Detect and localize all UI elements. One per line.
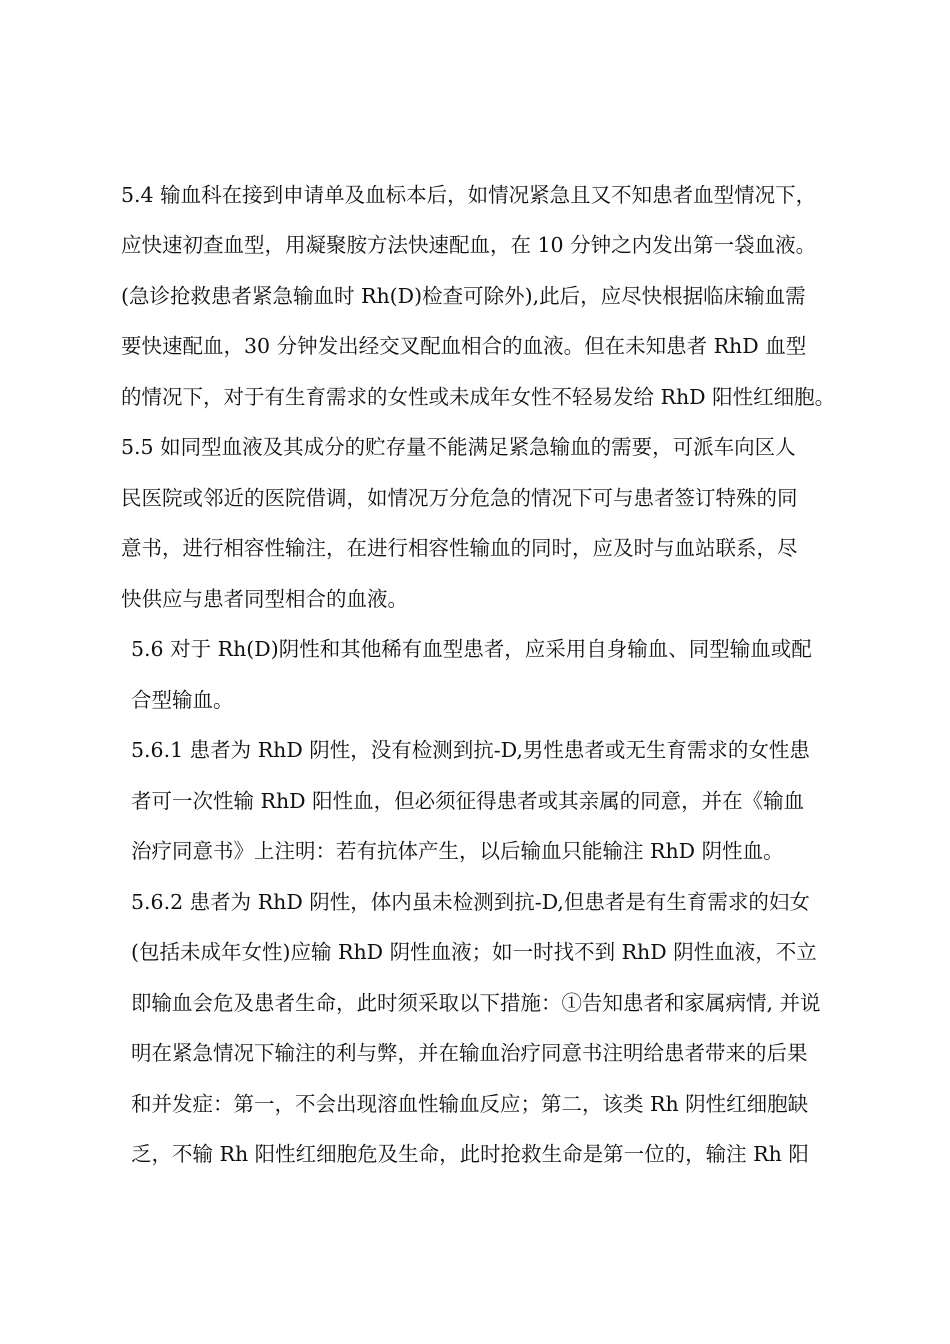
text-line: 合型输血。	[131, 688, 234, 712]
text-line: 快供应与患者同型相合的血液。	[121, 587, 408, 611]
text-line: (急诊抢救患者紧急输血时 Rh(D)检查可除外),此后，应尽快根据临床输血需	[121, 284, 806, 308]
text-line: 乏，不输 Rh 阳性红细胞危及生命，此时抢救生命是第一位的，输注 Rh 阳	[131, 1142, 809, 1166]
text-line: 和并发症：第一，不会出现溶血性输血反应；第二，该类 Rh 阴性红细胞缺	[131, 1092, 809, 1116]
text-line: 应快速初查血型，用凝聚胺方法快速配血，在 10 分钟之内发出第一袋血液。	[121, 233, 817, 257]
text-line: 5.5 如同型血液及其成分的贮存量不能满足紧急输血的需要，可派车向区人	[121, 435, 796, 459]
text-line: 要快速配血，30 分钟发出经交叉配血相合的血液。但在未知患者 RhD 血型	[121, 334, 807, 358]
text-line: 者可一次性输 RhD 阳性血，但必须征得患者或其亲属的同意，并在《输血	[131, 789, 805, 813]
text-line: 5.6.1 患者为 RhD 阴性，没有检测到抗-D,男性患者或无生育需求的女性患	[131, 738, 810, 762]
text-line: 意书，进行相容性输注，在进行相容性输血的同时，应及时与血站联系，尽	[121, 536, 798, 560]
text-line: 民医院或邻近的医院借调，如情况万分危急的情况下可与患者签订特殊的同	[121, 486, 798, 510]
text-line: 明在紧急情况下输注的利与弊，并在输血治疗同意书注明给患者带来的后果	[131, 1041, 808, 1065]
text-line: 治疗同意书》上注明：若有抗体产生，以后输血只能输注 RhD 阴性血。	[131, 839, 784, 863]
text-line: (包括未成年女性)应输 RhD 阴性血液；如一时找不到 RhD 阴性血液，不立	[131, 940, 817, 964]
text-line: 即输血会危及患者生命，此时须采取以下措施：①告知患者和家属病情, 并说	[131, 991, 821, 1015]
text-line: 的情况下，对于有生育需求的女性或未成年女性不轻易发给 RhD 阳性红细胞。	[121, 385, 836, 409]
text-line: 5.6 对于 Rh(D)阴性和其他稀有血型患者，应采用自身输血、同型输血或配	[131, 637, 812, 661]
text-line: 5.6.2 患者为 RhD 阴性，体内虽未检测到抗-D,但患者是有生育需求的妇女	[131, 890, 810, 914]
text-line: 5.4 输血科在接到申请单及血标本后，如情况紧急且又不知患者血型情况下，	[121, 183, 817, 207]
